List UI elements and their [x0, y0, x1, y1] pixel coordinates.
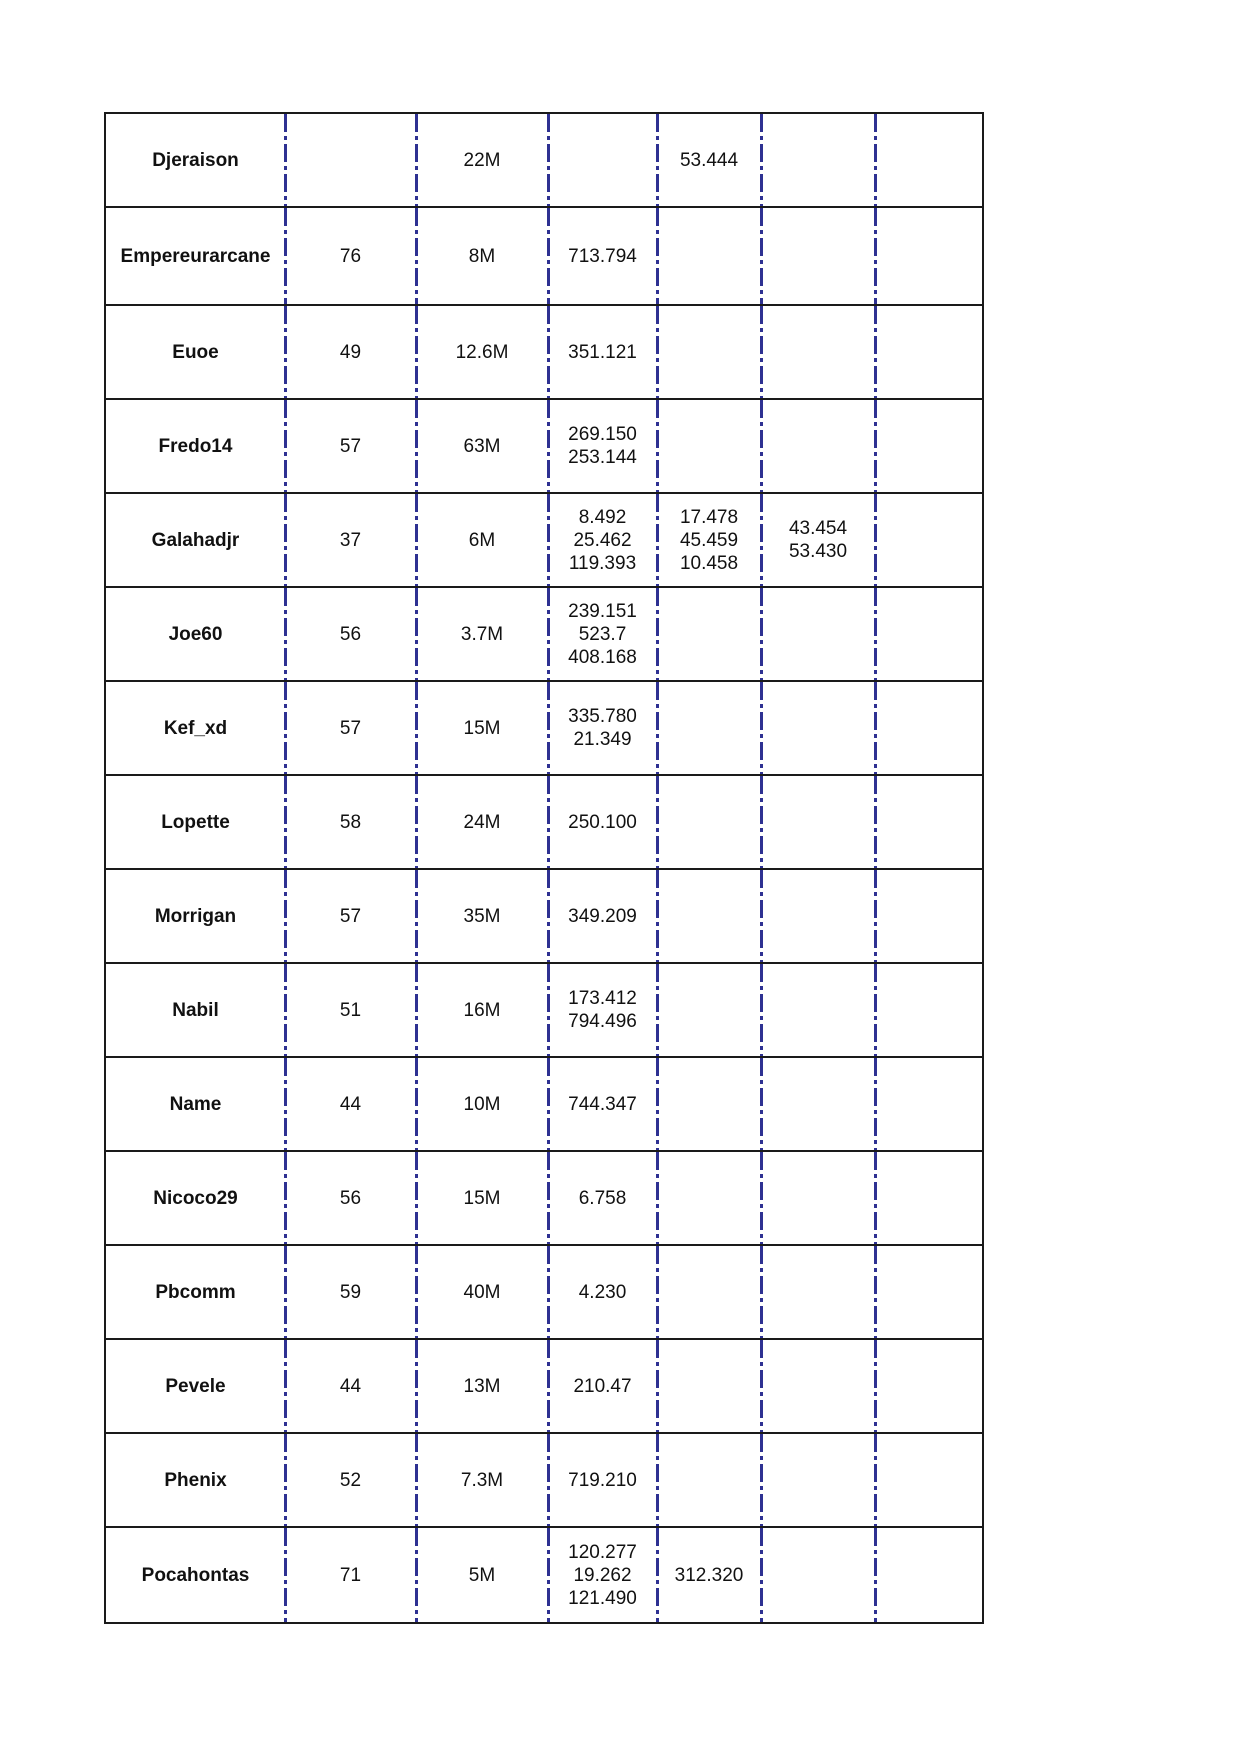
player-name: Pevele: [165, 1375, 226, 1397]
coordinate-value: 6.758: [578, 1187, 627, 1209]
power-cell: [416, 494, 548, 586]
player-name: Lopette: [161, 811, 230, 833]
coordinate-value: 120.277: [568, 1541, 637, 1563]
player-name: Phenix: [164, 1469, 227, 1491]
coordinate-value: 173.412: [568, 988, 637, 1009]
level-cell: [285, 400, 416, 492]
level-value: 71: [339, 1564, 362, 1586]
power-value: 16M: [463, 999, 501, 1021]
level-value: 44: [339, 1093, 362, 1115]
power-cell: [416, 1246, 548, 1338]
power-value: 24M: [463, 811, 501, 833]
player-name: Pbcomm: [155, 1281, 236, 1303]
power-value: 13M: [463, 1375, 501, 1397]
player-name: Pocahontas: [141, 1564, 250, 1586]
coordinate-value: 713.794: [568, 245, 637, 267]
coords-b-cell: [657, 208, 761, 304]
player-name-cell: [106, 588, 285, 680]
coordinate-value: 744.347: [568, 1093, 637, 1115]
level-value: 59: [339, 1281, 362, 1303]
table-row: [106, 1528, 982, 1622]
coords-b-cell: [657, 1434, 761, 1526]
coords-b-cell: [657, 870, 761, 962]
coords-a-cell: [548, 400, 657, 492]
coordinate-value: 253.144: [568, 447, 637, 468]
coordinate-value: 45.459: [679, 529, 739, 551]
coordinate-value: 43.454: [788, 518, 848, 539]
coords-c-cell: [761, 1152, 875, 1244]
coords-d-cell: [875, 306, 982, 398]
coords-b-cell: [657, 1058, 761, 1150]
coords-c-cell: [761, 1340, 875, 1432]
coords-a-cell: [548, 306, 657, 398]
power-cell: [416, 682, 548, 774]
power-cell: [416, 114, 548, 206]
coords-c-cell: [761, 964, 875, 1056]
level-value: 49: [339, 341, 362, 363]
coords-d-cell: [875, 588, 982, 680]
coords-d-cell: [875, 1152, 982, 1244]
player-name-cell: [106, 1528, 285, 1622]
coordinate-value: 523.7: [578, 623, 627, 645]
coordinate-value: 408.168: [568, 646, 637, 668]
power-value: 22M: [463, 149, 501, 171]
coords-b-cell: [657, 682, 761, 774]
power-value: 6M: [468, 529, 496, 551]
coords-c-cell: [761, 1058, 875, 1150]
coords-c-cell: [761, 494, 875, 586]
coords-c-cell: [761, 1434, 875, 1526]
coordinate-value: 239.151: [568, 600, 637, 622]
coords-b-cell: [657, 1528, 761, 1622]
coords-a-cell: [548, 208, 657, 304]
table-row: [106, 870, 982, 964]
player-name-cell: [106, 1246, 285, 1338]
coords-b-cell: [657, 306, 761, 398]
player-name-cell: [106, 208, 285, 304]
level-value: 44: [339, 1375, 362, 1397]
level-value: 51: [339, 999, 362, 1021]
level-cell: [285, 1246, 416, 1338]
coords-a-cell: [548, 682, 657, 774]
coords-d-cell: [875, 776, 982, 868]
power-value: 63M: [463, 435, 501, 457]
player-name: Joe60: [168, 623, 223, 645]
level-value: 57: [339, 717, 362, 739]
coords-c-cell: [761, 870, 875, 962]
coordinate-value: 250.100: [568, 811, 637, 833]
player-name-cell: [106, 1434, 285, 1526]
power-cell: [416, 776, 548, 868]
power-cell: [416, 1434, 548, 1526]
power-cell: [416, 1340, 548, 1432]
player-name-cell: [106, 776, 285, 868]
level-cell: [285, 208, 416, 304]
coordinate-value: 719.210: [568, 1469, 637, 1491]
level-cell: [285, 682, 416, 774]
coords-d-cell: [875, 682, 982, 774]
player-table: [104, 112, 984, 1624]
level-cell: [285, 776, 416, 868]
coords-c-cell: [761, 208, 875, 304]
coordinate-value: 17.478: [679, 506, 739, 528]
coords-d-cell: [875, 1434, 982, 1526]
coords-a-cell: [548, 1058, 657, 1150]
coords-b-cell: [657, 494, 761, 586]
coords-a-cell: [548, 1434, 657, 1526]
coords-d-cell: [875, 494, 982, 586]
level-cell: [285, 870, 416, 962]
coords-a-cell: [548, 114, 657, 206]
power-cell: [416, 306, 548, 398]
power-cell: [416, 400, 548, 492]
power-value: 15M: [463, 717, 501, 739]
power-cell: [416, 964, 548, 1056]
coords-c-cell: [761, 1528, 875, 1622]
player-name: Nicoco29: [153, 1187, 238, 1209]
coords-b-cell: [657, 776, 761, 868]
coords-c-cell: [761, 400, 875, 492]
power-value: 3.7M: [460, 623, 504, 645]
coords-a-cell: [548, 1528, 657, 1622]
coordinate-value: 121.490: [568, 1587, 637, 1609]
coords-b-cell: [657, 1246, 761, 1338]
coords-d-cell: [875, 1340, 982, 1432]
power-cell: [416, 1058, 548, 1150]
table-row: [106, 306, 982, 400]
coords-d-cell: [875, 1058, 982, 1150]
coords-b-cell: [657, 1152, 761, 1244]
power-cell: [416, 208, 548, 304]
player-name-cell: [106, 400, 285, 492]
coords-c-cell: [761, 114, 875, 206]
player-name: Fredo14: [158, 435, 233, 457]
player-name: Empereurarcane: [120, 245, 271, 267]
level-value: 76: [339, 245, 362, 267]
level-cell: [285, 588, 416, 680]
coords-a-cell: [548, 964, 657, 1056]
coords-d-cell: [875, 964, 982, 1056]
table-row: [106, 776, 982, 870]
coords-a-cell: [548, 1246, 657, 1338]
power-value: 8M: [468, 245, 496, 267]
level-cell: [285, 1434, 416, 1526]
table-row: [106, 208, 982, 306]
coords-b-cell: [657, 964, 761, 1056]
player-name-cell: [106, 1058, 285, 1150]
power-value: 5M: [468, 1564, 496, 1586]
level-cell: [285, 114, 416, 206]
power-cell: [416, 588, 548, 680]
table-row: [106, 494, 982, 588]
coordinate-value: 312.320: [674, 1564, 744, 1586]
player-name-cell: [106, 682, 285, 774]
coordinate-value: 8.492: [578, 506, 627, 528]
coords-a-cell: [548, 776, 657, 868]
level-value: 37: [339, 529, 362, 551]
player-name-cell: [106, 114, 285, 206]
coords-a-cell: [548, 588, 657, 680]
player-name: Djeraison: [152, 149, 239, 171]
level-value: 52: [339, 1469, 362, 1491]
table-row: [106, 114, 982, 208]
table-row: [106, 588, 982, 682]
coordinate-value: 351.121: [568, 341, 637, 363]
power-value: 40M: [463, 1281, 501, 1303]
coordinate-value: 53.444: [679, 149, 739, 171]
coords-c-cell: [761, 776, 875, 868]
coords-c-cell: [761, 588, 875, 680]
coordinate-value: 794.496: [568, 1011, 637, 1032]
power-value: 12.6M: [455, 341, 509, 363]
level-cell: [285, 1152, 416, 1244]
coordinate-value: 25.462: [573, 529, 632, 551]
coords-d-cell: [875, 208, 982, 304]
coords-b-cell: [657, 114, 761, 206]
coordinate-value: 119.393: [568, 552, 637, 574]
power-value: 7.3M: [460, 1469, 504, 1491]
table-row: [106, 1246, 982, 1340]
coords-d-cell: [875, 1528, 982, 1622]
coords-c-cell: [761, 1246, 875, 1338]
table-row: [106, 682, 982, 776]
level-cell: [285, 1058, 416, 1150]
level-cell: [285, 494, 416, 586]
coords-a-cell: [548, 1340, 657, 1432]
coordinate-value: 53.430: [788, 541, 848, 562]
level-value: 57: [339, 905, 362, 927]
coords-b-cell: [657, 1340, 761, 1432]
player-name: Morrigan: [154, 905, 237, 927]
player-name-cell: [106, 494, 285, 586]
table-row: [106, 400, 982, 494]
player-name-cell: [106, 870, 285, 962]
coords-a-cell: [548, 494, 657, 586]
level-value: 56: [339, 1187, 362, 1209]
coords-a-cell: [548, 1152, 657, 1244]
coordinate-value: 269.150: [568, 424, 637, 445]
power-value: 15M: [463, 1187, 501, 1209]
coordinate-value: 19.262: [573, 1564, 632, 1586]
coordinate-value: 21.349: [573, 729, 632, 750]
player-name-cell: [106, 1152, 285, 1244]
coords-b-cell: [657, 400, 761, 492]
coords-d-cell: [875, 1246, 982, 1338]
coords-c-cell: [761, 682, 875, 774]
table-row: [106, 1058, 982, 1152]
coords-d-cell: [875, 114, 982, 206]
level-value: 57: [339, 435, 362, 457]
coords-c-cell: [761, 306, 875, 398]
table-row: [106, 1434, 982, 1528]
player-name: Galahadjr: [151, 529, 240, 551]
player-name: Kef_xd: [163, 717, 228, 739]
level-value: 56: [339, 623, 362, 645]
table-row: [106, 1152, 982, 1246]
coordinate-value: 210.47: [573, 1375, 632, 1397]
coords-a-cell: [548, 870, 657, 962]
coordinate-value: 4.230: [578, 1281, 627, 1303]
player-name: Name: [169, 1093, 222, 1115]
coordinate-value: 10.458: [679, 552, 739, 574]
player-name-cell: [106, 306, 285, 398]
power-value: 10M: [463, 1093, 501, 1115]
coordinate-value: 349.209: [568, 905, 637, 927]
player-name: Euoe: [172, 341, 219, 363]
player-name: Nabil: [172, 999, 219, 1021]
table-row: [106, 964, 982, 1058]
level-value: 58: [339, 811, 362, 833]
coordinate-value: 335.780: [568, 706, 637, 727]
level-cell: [285, 964, 416, 1056]
power-cell: [416, 1528, 548, 1622]
power-cell: [416, 870, 548, 962]
player-name-cell: [106, 1340, 285, 1432]
power-cell: [416, 1152, 548, 1244]
level-cell: [285, 1528, 416, 1622]
level-cell: [285, 306, 416, 398]
coords-d-cell: [875, 870, 982, 962]
coords-b-cell: [657, 588, 761, 680]
table-row: [106, 1340, 982, 1434]
coords-d-cell: [875, 400, 982, 492]
level-cell: [285, 1340, 416, 1432]
power-value: 35M: [463, 905, 501, 927]
player-name-cell: [106, 964, 285, 1056]
